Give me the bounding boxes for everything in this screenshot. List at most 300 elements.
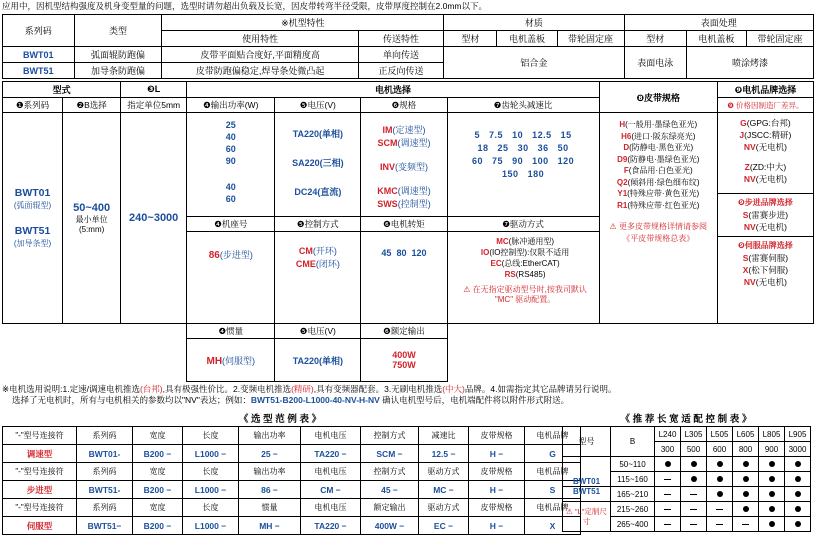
- cell-type-1: 弧面辊防跑偏: [74, 47, 162, 63]
- power-90: 90: [225, 156, 236, 166]
- rec-mark-3-4: [733, 487, 759, 502]
- th-mat-profile: 型材: [444, 31, 497, 47]
- ratio-15: 15: [560, 130, 572, 140]
- ex-row3-c8: H −: [469, 517, 525, 535]
- table-row: [3, 481, 581, 499]
- ex-h1-connector: "-"型号连接符: [3, 427, 77, 445]
- brand-desc-z: (ZD:中大): [749, 162, 787, 172]
- belt-desc-d: (防静电·黑色亚光): [629, 143, 694, 152]
- belt-desc-h: (一般用·墨绿色亚光): [625, 120, 698, 129]
- rec-mark-3-2: [681, 487, 707, 502]
- cell-rated-output: [361, 339, 447, 382]
- ex-h2-series: 系列码: [77, 463, 133, 481]
- th-machine-features: ※机型特性: [162, 15, 444, 31]
- rec-mark-3-3: [707, 487, 733, 502]
- ch-voltage-servo: ❺电压(V): [275, 324, 361, 339]
- ex-row3-c4: MH −: [239, 517, 301, 535]
- rec-mark-2-3: [707, 472, 733, 487]
- ratio-5: 5: [474, 130, 481, 140]
- rec-mark-5-6: [785, 517, 811, 532]
- ex-row1-c5: TA220 −: [301, 445, 361, 463]
- th-transfer-feature: 传送特性: [358, 31, 444, 47]
- gh-style: 型式: [3, 82, 121, 98]
- ex-h2-brand: 电机品牌: [525, 463, 581, 481]
- rec-mark-2-1: [655, 472, 681, 487]
- b-note-2: (5:mm): [78, 225, 105, 234]
- ex-h2-width: 宽度: [133, 463, 183, 481]
- ch-l-unit: 指定单位5mm: [121, 98, 187, 113]
- rec-b-1: 50~110: [611, 457, 655, 472]
- drive-desc-mc: (脉冲通用型): [508, 237, 554, 246]
- ex-row3-c7: EC −: [419, 517, 469, 535]
- model-selection-table: [2, 81, 814, 382]
- ratio-50: 50: [557, 143, 569, 153]
- ratio-120: 120: [557, 156, 575, 166]
- belt-code-d9: D9: [617, 154, 628, 164]
- motor-note-l1r3: (中大): [442, 384, 465, 394]
- brand-desc-x-servo: (松下伺服): [748, 265, 789, 275]
- ex-h2-connector: "-"型号连接符: [3, 463, 77, 481]
- torque-120: 120: [411, 248, 427, 258]
- drive-code-rs: RS: [504, 270, 516, 279]
- ex-row1-c6: SCM −: [361, 445, 419, 463]
- drive-desc-io: (IO控制型):仅限不适用: [489, 248, 570, 257]
- ratio-180: 180: [527, 169, 545, 179]
- cell-torque: [361, 232, 447, 324]
- drive-code-ec: EC: [490, 259, 502, 268]
- ex-row2-label: 步进型: [3, 481, 77, 499]
- ratio-90: 90: [512, 156, 524, 166]
- cell-voltage-servo: [275, 339, 361, 382]
- brand-desc-nv2: (无电机): [755, 174, 787, 184]
- series-model-1-sub: (弧面辊型): [13, 201, 52, 210]
- ex-h2-power: 输出功率: [239, 463, 301, 481]
- cell-spec: [361, 113, 447, 217]
- rec-mark-3-5: [759, 487, 785, 502]
- ex-h2-control: 控制方式: [361, 463, 419, 481]
- rec-b-3: 165~210: [611, 487, 655, 502]
- th-sur-belt-holder: 带轮固定座: [746, 31, 813, 47]
- spec-kmc: KMC: [377, 186, 398, 196]
- th-series-code: 系列码: [3, 15, 75, 47]
- machine-feature-table: [2, 14, 814, 79]
- gh-length: ❸L: [121, 82, 187, 98]
- spec-inv: INV: [379, 162, 395, 172]
- ex-h3-rated: 额定输出: [361, 499, 419, 517]
- rec-mark-4-4: [733, 502, 759, 517]
- table-row: [563, 502, 811, 517]
- brand-code-nv-servo: NV: [743, 277, 756, 287]
- brand-code-x-servo: X: [742, 265, 749, 275]
- ex-h2-drive: 驱动方式: [419, 463, 469, 481]
- rec-mark-5-5: [759, 517, 785, 532]
- motor-note-l1r2: (精研): [291, 384, 314, 394]
- motor-note-prefix: ※: [2, 384, 10, 394]
- rec-mark-4-3: [707, 502, 733, 517]
- ex-h2-length: 长度: [183, 463, 239, 481]
- power-40: 40: [225, 132, 236, 142]
- rec-h-l240: L240: [655, 427, 681, 442]
- rec-h-l605: L605: [733, 427, 759, 442]
- ch-b-select: ❷B选择: [63, 98, 121, 113]
- voltage-sa220: SA220(三相): [292, 158, 344, 168]
- rec-mark-3-6: [785, 487, 811, 502]
- belt-code-y1: Y1: [617, 189, 628, 198]
- table-row: [563, 487, 811, 502]
- spec-scm: SCM: [377, 138, 398, 148]
- ch-inertia: ❹惯量: [187, 324, 275, 339]
- rec-b-5: 265~400: [611, 517, 655, 532]
- rec-mark-2-2: [681, 472, 707, 487]
- ch-series: ❶系列码: [3, 98, 63, 113]
- gh-motor-select: 电机选择: [187, 82, 599, 98]
- ch-torque: ❻电机转矩: [361, 217, 447, 232]
- cell-ratio: [447, 113, 599, 217]
- example-section: [2, 410, 569, 535]
- motor-note-l1r1: (台邦): [139, 384, 163, 394]
- ex-row2-c4: 86 −: [239, 481, 301, 499]
- ex-row1-c3: L1000 −: [183, 445, 239, 463]
- seat-86: 86: [208, 250, 220, 261]
- cell-series-models: [3, 113, 63, 324]
- brand-group-title-servo: ❾伺服品牌选择: [738, 241, 793, 250]
- cell-b-select: [63, 113, 121, 324]
- ratio-7-5: 7.5: [489, 130, 504, 140]
- cell-material: 铝合金: [444, 47, 624, 79]
- brand-code-j: J: [739, 130, 745, 140]
- table-row: [3, 463, 581, 481]
- series-model-2-sub: (加导条型): [13, 239, 52, 248]
- ex-row1-c1: BWT01-: [77, 445, 133, 463]
- belt-note: ⚠ 更多皮带规格详情请参阅《平皮带规格总表》: [609, 222, 707, 243]
- ch-ratio: ❼齿轮头减速比: [447, 98, 599, 113]
- rec-mark-1-6: [785, 457, 811, 472]
- cell-seat-no: [187, 232, 275, 324]
- cell-surface-profile: 表面电泳: [624, 47, 686, 79]
- rec-mark-4-6: [785, 502, 811, 517]
- ratio-60: 60: [472, 156, 484, 166]
- rated-400w: 400W: [392, 350, 416, 360]
- servo-voltage-ta220: TA220(单相): [292, 355, 344, 366]
- belt-desc-q2: (倾斜用·绿色细布纹): [627, 177, 700, 187]
- brand-code-nv-step: NV: [743, 222, 756, 232]
- table-row: [3, 427, 581, 445]
- ch-seat-no: ❹机座号: [187, 217, 275, 232]
- rated-750w: 750W: [392, 360, 416, 370]
- belt-desc-f: (食品用·白色亚光): [628, 166, 693, 175]
- ratio-100: 100: [532, 156, 549, 166]
- rec-b-4: 215~260: [611, 502, 655, 517]
- th-type: 类型: [74, 15, 162, 47]
- ex-h1-ratio: 减速比: [419, 427, 469, 445]
- seat-86-note: (步进型): [219, 250, 253, 260]
- ex-row2-c9: S: [525, 481, 581, 499]
- brand-desc-nv-step: (无电机): [755, 222, 787, 232]
- rec-model-bwt01: BWT01: [572, 477, 601, 486]
- belt-code-d: D: [623, 143, 630, 152]
- ex-row3-c3: L1000 −: [183, 517, 239, 535]
- drive-code-io: IO: [480, 248, 490, 257]
- motor-note-l1b: ,具有极强性价比。2.变频电机推选: [162, 384, 292, 394]
- rec-mark-5-4: [733, 517, 759, 532]
- ex-row1-c9: G: [525, 445, 581, 463]
- rec-custom-note: ⚠ "L"定制尺寸: [563, 502, 611, 532]
- ch-control-mode: ❺控制方式: [275, 217, 361, 232]
- rec-h-3000: 3000: [785, 442, 811, 457]
- table-row: [3, 445, 581, 463]
- cell-drive-mode: [447, 232, 599, 324]
- motor-note-l2a: 选择了无电机时，所有与电机相关的参数均以"NV"表达；例如：: [12, 395, 251, 405]
- motor-note-l1c: ,具有变频器配套。3.无刷电机推选: [313, 384, 443, 394]
- spec-inv-note: (变频型): [394, 162, 428, 172]
- ratio-10: 10: [512, 130, 524, 140]
- ex-row2-c2: B200 −: [133, 481, 183, 499]
- rec-h-900: 900: [759, 442, 785, 457]
- brand-code-nv1: NV: [743, 142, 756, 152]
- brand-desc-nv1: (无电机): [755, 142, 787, 152]
- ch-rated: ❻额定输出: [361, 324, 447, 339]
- rec-mark-4-2: [681, 502, 707, 517]
- ex-h1-series: 系列码: [77, 427, 133, 445]
- top-note-text: 应用中，因机型结构强度及机身变型量的问题，选型时请勿超出负载及长宽，因皮带转弯半径受限，皮带厚度控制在2.0mm以下。: [2, 1, 487, 11]
- b-range: 50~400: [73, 202, 111, 214]
- drive-desc-ec: (总线:EtherCAT): [501, 259, 560, 268]
- cell-series-code-2: BWT51: [3, 63, 75, 79]
- recommend-table: [562, 426, 811, 532]
- belt-desc-h6: (进口·阪东绿亮光): [631, 131, 696, 141]
- ex-h3-connector: "-"型号连接符: [3, 499, 77, 517]
- motor-note: [0, 383, 816, 408]
- ratio-25: 25: [497, 143, 509, 153]
- rec-mark-1-4: [733, 457, 759, 472]
- rec-mark-1-5: [759, 457, 785, 472]
- rec-h-800: 800: [733, 442, 759, 457]
- ex-h1-control: 控制方式: [361, 427, 419, 445]
- rec-mark-2-6: [785, 472, 811, 487]
- b-note-1: 最小单位: [75, 215, 108, 224]
- ex-row2-c7: MC −: [419, 481, 469, 499]
- rec-h-l805: L805: [759, 427, 785, 442]
- belt-code-h: H: [619, 120, 626, 129]
- brand-desc-s-servo: (雷赛伺服): [748, 253, 789, 263]
- table-row: [3, 339, 814, 382]
- bottom-section: [2, 410, 814, 535]
- ex-h2-belt: 皮带规格: [469, 463, 525, 481]
- ex-row3-c2: B200 −: [133, 517, 183, 535]
- ch-drive-mode: ❼驱动方式: [447, 217, 599, 232]
- table-row: [3, 15, 814, 31]
- rec-h-l305: L305: [681, 427, 707, 442]
- brand-desc-g: (GPG:台邦): [746, 118, 791, 128]
- ex-h1-belt: 皮带规格: [469, 427, 525, 445]
- spec-im-note: (定速型): [392, 125, 426, 135]
- spec-kmc-note: (调速型): [397, 186, 431, 196]
- brand-code-z: Z: [744, 162, 750, 172]
- th-sur-profile: 型材: [624, 31, 686, 47]
- ex-row1-c4: 25 −: [239, 445, 301, 463]
- top-note: [0, 0, 816, 14]
- power-60b: 60: [225, 194, 236, 204]
- cell-use-1: 皮带平面贴合度好,平面精度高: [162, 47, 358, 63]
- belt-desc-r1: (特殊应带·红色亚光): [627, 200, 700, 210]
- ex-row1-c2: B200 −: [133, 445, 183, 463]
- ex-h3-width: 宽度: [133, 499, 183, 517]
- power-40b: 40: [225, 182, 236, 192]
- ex-row2-c1: BWT51-: [77, 481, 133, 499]
- rec-model-bwt51: BWT51: [572, 487, 601, 496]
- brand-desc-j: (JSCC:精研): [744, 130, 792, 140]
- spec-scm-note: (调速型): [397, 138, 431, 148]
- ex-h1-width: 宽度: [133, 427, 183, 445]
- ch-brand-note: ❾ 价格因制造厂差异。: [717, 98, 813, 113]
- table-row: [3, 499, 581, 517]
- rec-h-500: 500: [681, 442, 707, 457]
- ex-h3-length: 长度: [183, 499, 239, 517]
- ex-row3-c6: 400W −: [361, 517, 419, 535]
- cell-control-mode: [275, 232, 361, 324]
- ex-row3-c5: TA220 −: [301, 517, 361, 535]
- cell-power: [187, 113, 275, 217]
- ex-h3-voltage: 电机电压: [301, 499, 361, 517]
- brand-desc-nv-servo: (无电机): [755, 277, 787, 287]
- rec-mark-5-3: [707, 517, 733, 532]
- rec-mark-3-1: [655, 487, 681, 502]
- drive-code-mc: MC: [496, 237, 509, 246]
- ch-spec: ❻规格: [361, 98, 447, 113]
- rec-h-300: 300: [655, 442, 681, 457]
- rec-model-cell-2: [563, 487, 611, 502]
- cell-transfer-1: 单向传送: [358, 47, 444, 63]
- ex-h3-drive: 驱动方式: [419, 499, 469, 517]
- ex-row1-c7: 12.5 −: [419, 445, 469, 463]
- cell-l-range: 240~3000: [121, 113, 187, 324]
- series-model-2: BWT51: [14, 225, 51, 237]
- table-row: [563, 427, 811, 442]
- ch-power: ❹输出功率(W): [187, 98, 275, 113]
- ratio-150: 150: [502, 169, 519, 179]
- th-use-feature: 使用特性: [162, 31, 358, 47]
- ex-row2-c6: 45 −: [361, 481, 419, 499]
- control-cm: CM: [298, 246, 313, 256]
- motor-note-l1a: 电机选用说明:1.定速/调速电机推选: [9, 384, 140, 394]
- rec-mark-1-3: [707, 457, 733, 472]
- series-model-1: BWT01: [14, 187, 51, 199]
- ex-row3-c9: X: [525, 517, 581, 535]
- belt-code-h6: H6: [621, 131, 632, 141]
- brand-group-title-step: ❾步进品牌选择: [738, 198, 793, 207]
- cell-use-2: 皮带防跑偏稳定,焊导条处微凸起: [162, 63, 358, 79]
- belt-desc-y1: (特殊应带·黄色亚光): [627, 189, 700, 198]
- ratio-18: 18: [477, 143, 489, 153]
- ratio-12-5: 12.5: [532, 130, 552, 140]
- motor-note-l1d: 品牌。4.如需指定其它品牌请另行说明。: [464, 384, 617, 394]
- motor-note-l2b: 确认电机型号后，电机端配件将以附件形式附送。: [379, 395, 570, 405]
- th-material: 材质: [444, 15, 624, 31]
- ex-h3-belt: 皮带规格: [469, 499, 525, 517]
- gh-belt-spec: ❽皮带规格: [599, 82, 717, 113]
- ex-row2-c8: H −: [469, 481, 525, 499]
- gh-motor-brand: ❾电机品牌选择: [717, 82, 813, 98]
- rec-mark-4-1: [655, 502, 681, 517]
- ex-h3-inertia: 惯量: [239, 499, 301, 517]
- brand-code-s-servo: S: [742, 253, 749, 263]
- drive-desc-rs: (RS485): [515, 270, 546, 279]
- table-row: [3, 113, 814, 217]
- rec-h-l505: L505: [707, 427, 733, 442]
- rec-mark-2-4: [733, 472, 759, 487]
- rec-b-2: 115~160: [611, 472, 655, 487]
- cell-inertia: [187, 339, 275, 382]
- cell-type-2: 加导条防跑偏: [74, 63, 162, 79]
- ex-h1-length: 长度: [183, 427, 239, 445]
- ex-row3-label: 伺服型: [3, 517, 77, 535]
- cell-transfer-2: 正反向传送: [358, 63, 444, 79]
- rec-h-b: B: [611, 427, 655, 457]
- rec-h-l905: L905: [785, 427, 811, 442]
- rec-mark-5-1: [655, 517, 681, 532]
- torque-80: 80: [396, 248, 407, 258]
- motor-note-example: BWT51-B200-L1000-40-NV-H-NV: [250, 395, 380, 405]
- belt-desc-d9: (防静电·墨绿色亚光): [627, 154, 700, 164]
- rec-mark-1-2: [681, 457, 707, 472]
- rec-h-600: 600: [707, 442, 733, 457]
- spec-sws: SWS: [377, 199, 398, 209]
- brand-code-nv2: NV: [743, 174, 756, 184]
- brand-code-g: G: [740, 118, 747, 128]
- voltage-dc24: DC24(直流): [294, 187, 342, 197]
- rec-mark-5-2: [681, 517, 707, 532]
- rec-mark-1-1: [655, 457, 681, 472]
- rec-mark-2-5: [759, 472, 785, 487]
- power-60: 60: [225, 144, 236, 154]
- ex-h1-power: 输出功率: [239, 427, 301, 445]
- ex-h2-voltage: 电机电压: [301, 463, 361, 481]
- ex-row1-label: 调速型: [3, 445, 77, 463]
- drive-note: ⚠ 在无指定驱动型号时,按我司默认 "MC" 驱动配置。: [463, 285, 587, 304]
- ex-h3-series: 系列码: [77, 499, 133, 517]
- rec-model-cell-1: [563, 457, 611, 487]
- example-title: 《 选 型 范 例 表 》: [238, 414, 322, 425]
- table-row: [3, 47, 814, 63]
- belt-code-r1: R1: [617, 200, 628, 210]
- inertia-mh: MH: [206, 355, 223, 367]
- ratio-36: 36: [537, 143, 549, 153]
- spec-sws-note: (控制型): [397, 199, 431, 209]
- power-25: 25: [225, 120, 236, 130]
- ratio-30: 30: [517, 143, 529, 153]
- control-cme: CME: [295, 259, 316, 269]
- control-cm-note: (开环): [312, 246, 337, 256]
- table-row: [563, 457, 811, 472]
- ex-h3-brand: 电机品牌: [525, 499, 581, 517]
- ex-row3-c1: BWT51−: [77, 517, 133, 535]
- voltage-ta220: TA220(单相): [292, 129, 344, 139]
- th-surface: 表面处理: [624, 15, 813, 31]
- motor-note-line2: [2, 395, 814, 406]
- ex-h1-voltage: 电机电压: [301, 427, 361, 445]
- th-sur-cover: 电机盖板: [686, 31, 746, 47]
- cell-motor-brand: [717, 113, 813, 324]
- brand-code-s-step: S: [742, 210, 749, 220]
- ex-h1-brand: 电机品牌: [525, 427, 581, 445]
- th-mat-cover: 电机盖板: [497, 31, 557, 47]
- rec-mark-4-5: [759, 502, 785, 517]
- ex-row1-c8: H −: [469, 445, 525, 463]
- recommend-title: 《 推 荐 长 宽 适 配 控 制 表 》: [620, 414, 752, 425]
- inertia-mh-note: (伺服型): [222, 355, 256, 366]
- recommend-section: [562, 410, 810, 535]
- cell-belt-spec: [599, 113, 717, 324]
